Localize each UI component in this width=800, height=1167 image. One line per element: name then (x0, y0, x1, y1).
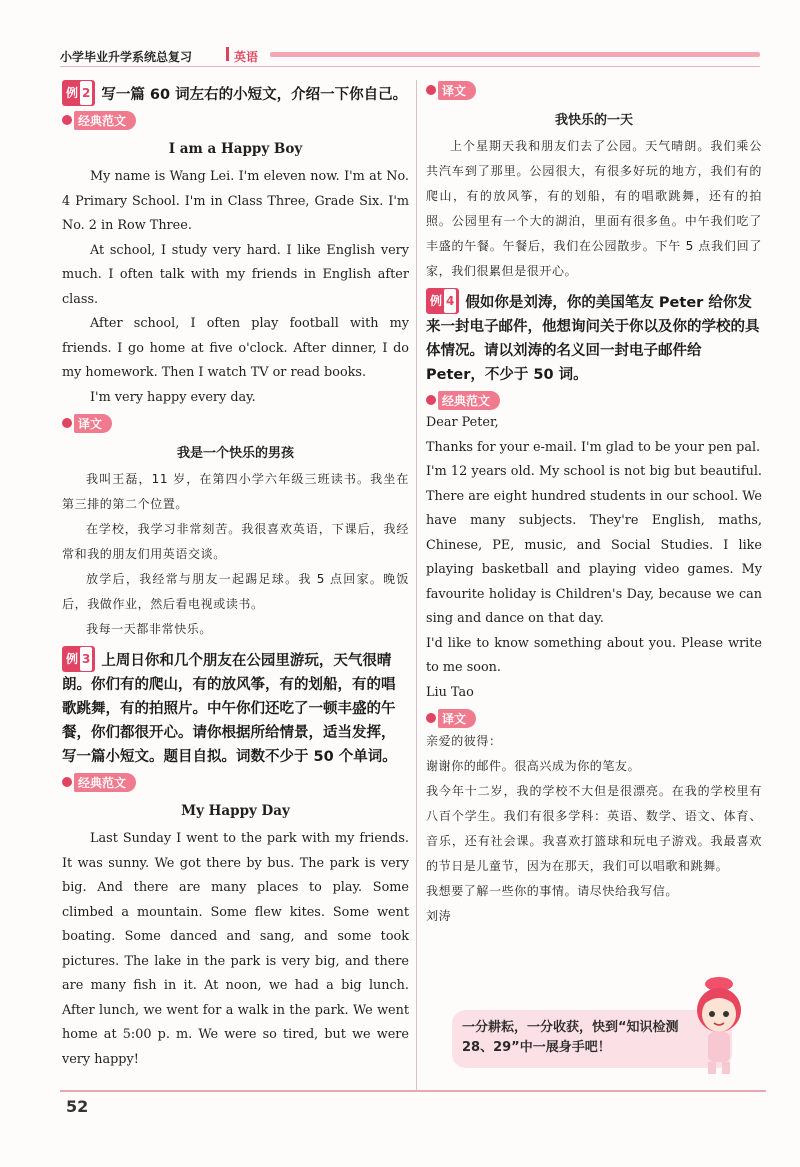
page-number: 52 (66, 1097, 89, 1116)
tag-bullet-icon (426, 395, 436, 405)
example-3-question-block (62, 646, 409, 769)
translation-paragraph: 在学校，我学习非常刻苦。我很喜欢英语，下课后，我经常和我的朋友们用英语交谈。 (62, 522, 409, 561)
translation-tag: 译文 (62, 414, 112, 432)
translation-tag: 译文 (426, 81, 476, 99)
example-3 (62, 646, 409, 1072)
example-badge: 例 2 (62, 80, 95, 106)
translation-title: 我快乐的一天 (554, 113, 633, 128)
header-decor-bar (270, 52, 760, 57)
example-3-question: 上周日你和几个朋友在公园里游玩，天气很晴朗。你们有的爬山，有的放风筝，有的划船，有的唱歌跳舞，有的拍照片。中午你们还吃了一顿丰盛的午餐，你们都很开心。请你根据所给情景，适当发挥，写一篇小短文。题目自拟。词数不少于 50 个单词。 (62, 653, 397, 765)
example-2-question-block (62, 80, 409, 107)
letter-greeting: Dear Peter, (426, 415, 499, 430)
translation-paragraph: 我每一天都非常快乐。 (86, 622, 213, 636)
model-essay-tag: 经典范文 (426, 391, 500, 409)
example-4-question: 假如你是刘涛，你的美国笔友 Peter 给你发来一封电子邮件，他想询问关于你以及你的学校的具体情况。请以刘涛的名义回一封电子邮件给 Peter，不少于 50 词。 (426, 295, 760, 383)
tag-bullet-icon (426, 713, 436, 723)
essay-paragraph: My name is Wang Lei. I'm eleven now. I'm at No. 4 Primary School. I'm in Class Three, Grade Six. I'm No. 2 in Row Three. (62, 169, 409, 233)
translation-paragraph: 上个星期天我和朋友们去了公园。天气晴朗。我们乘公共汽车到了那里。公园很大，有很多好玩的地方，我们有的爬山，有的放风筝，有的划船，有的唱歌跳舞，还有的拍照。公园里有一个大的湖泊，里面有很多鱼。中午我们吃了丰盛的午餐。午餐后，我们在公园散步。下午 5 点我们回了家，我们很累但是很开心。 (426, 139, 762, 278)
tag-bullet-icon (62, 418, 72, 428)
example-2-question: 写一篇 60 词左右的小短文，介绍一下你自己。 (101, 87, 408, 103)
header-subject: 英语 (234, 50, 259, 64)
letter-line: I'm 12 years old. My school is not big but beautiful. There are eight hundred students in our school. We have many subjects. They're English, maths, Chinese, PE, music, and Social Studies. I like playing basketball and playing video games. My favourite holiday is Children's Day, because we can sing and dance on that day. (426, 464, 762, 626)
essay-title: My Happy Day (181, 803, 290, 819)
model-essay-tag: 经典范文 (62, 111, 136, 129)
letter-line: I'd like to know something about you. Please write to me soon. (426, 635, 762, 675)
example-4-question-block (426, 288, 762, 387)
letter-line: Thanks for your e-mail. I'm glad to be your pen pal. (426, 439, 761, 455)
essay-paragraph: Last Sunday I went to the park with my friends. It was sunny. We got there by bus. The park is very big. And there are many places to play. Some climbed a mountain. Some flew kites. Some went boating. Some danced and sang, and some took pictures. The lake in the park is very big, and there are many fish in it. At noon, we had a big lunch. After lunch, we went for a walk in the park. We went home at 5:00 p. m. We were so tired, but we were very happy! (62, 831, 409, 1067)
banner-text: 一分耕耘，一分收获，快到“知识检测28、29”中一展身手吧！ (462, 1020, 679, 1055)
translation-line: 亲爱的彼得： (426, 734, 502, 748)
page-header (60, 44, 760, 70)
translation-signature: 刘涛 (426, 909, 452, 923)
header-title: 小学毕业升学系统总复习 (60, 50, 193, 64)
left-column (62, 80, 409, 1072)
letter-signature: Liu Tao (426, 684, 474, 700)
translation-title: 我是一个快乐的男孩 (176, 446, 294, 461)
essay-title: I am a Happy Boy (168, 141, 303, 157)
translation-line: 谢谢你的邮件。很高兴成为你的笔友。 (426, 759, 641, 773)
header-separator (226, 47, 229, 61)
model-essay-tag: 经典范文 (62, 773, 136, 791)
header-rule (60, 66, 760, 67)
column-divider (416, 80, 417, 1090)
example-2 (62, 80, 409, 642)
essay-paragraph: I'm very happy every day. (90, 389, 256, 405)
translation-paragraph: 我叫王磊，11 岁，在第四小学六年级三班读书。我坐在第三排的第二个位置。 (62, 472, 409, 511)
tag-bullet-icon (426, 85, 436, 95)
translation-paragraph: 放学后，我经常与朋友一起踢足球。我 5 点回家。晚饭后，我做作业，然后看电视或读书。 (62, 572, 409, 611)
translation-line: 我想要了解一些你的事情。请尽快给我写信。 (426, 884, 679, 898)
example-3-translation (426, 80, 762, 284)
translation-line: 我今年十二岁，我的学校不大但是很漂亮。在我的学校里有八百个学生。我们有很多学科：英语、数学、语文、体育、音乐，还有社会课。我喜欢打篮球和玩电子游戏。我最喜欢的节日是儿童节，因为在那天，我们可以唱歌和跳舞。 (426, 784, 762, 873)
tag-bullet-icon (62, 777, 72, 787)
cartoon-girl-icon (684, 976, 754, 1076)
right-column (426, 80, 762, 929)
essay-paragraph: After school, I often play football with my friends. I go home at five o'clock. After dinner, I do my homework. Then I watch TV or read books. (62, 316, 409, 380)
essay-paragraph: At school, I study very hard. I like English very much. I often talk with my friends in English after class. (62, 242, 409, 307)
example-badge: 例 3 (62, 646, 95, 672)
translation-tag: 译文 (426, 709, 476, 727)
tag-bullet-icon (62, 115, 72, 125)
example-badge: 例 4 (426, 288, 459, 314)
footer-rule (60, 1090, 766, 1092)
example-4 (426, 288, 762, 929)
